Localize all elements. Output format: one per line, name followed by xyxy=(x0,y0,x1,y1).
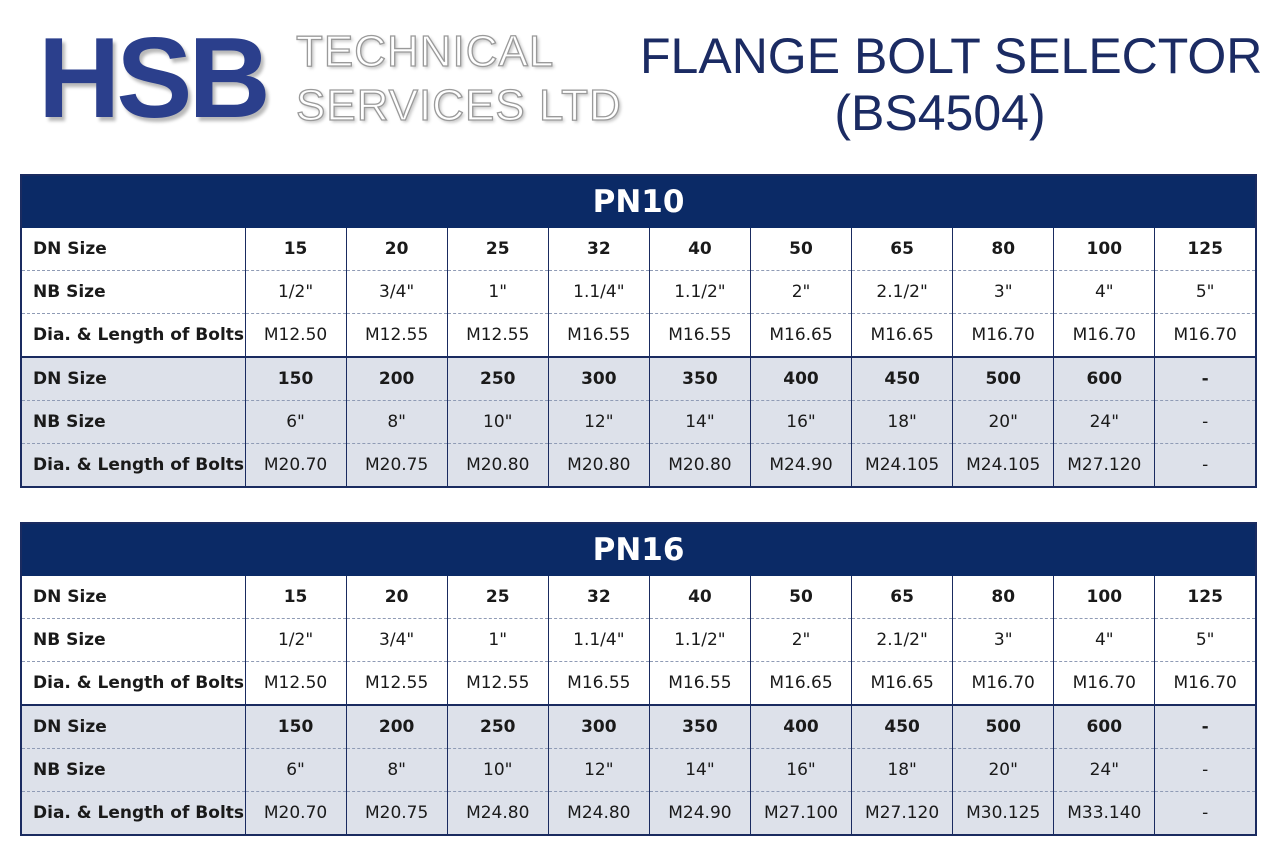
row-label: NB Size xyxy=(21,271,245,314)
dn-cell: 500 xyxy=(953,705,1054,749)
dn-cell: 450 xyxy=(852,705,953,749)
nb-cell: 18" xyxy=(852,401,953,444)
bolts-cell: M16.55 xyxy=(649,314,750,358)
dn-cell: 250 xyxy=(447,705,548,749)
row-label: DN Size xyxy=(21,228,245,271)
bolts-cell: M16.65 xyxy=(852,314,953,358)
bolts-cell: M12.50 xyxy=(245,662,346,706)
dn-cell: 350 xyxy=(649,357,750,401)
nb-cell: 8" xyxy=(346,749,447,792)
nb-cell: 3" xyxy=(953,619,1054,662)
pn16-row-bolts xyxy=(21,662,1256,706)
nb-cell: 5" xyxy=(1155,271,1256,314)
pn16-row-nb xyxy=(21,619,1256,662)
nb-cell: 3/4" xyxy=(346,271,447,314)
bolts-cell: M24.105 xyxy=(852,444,953,488)
nb-cell: 18" xyxy=(852,749,953,792)
row-label: DN Size xyxy=(21,357,245,401)
nb-cell: 20" xyxy=(953,401,1054,444)
bolts-cell: M24.80 xyxy=(447,792,548,836)
bolts-cell: M16.70 xyxy=(1155,314,1256,358)
nb-cell: 1.1/2" xyxy=(649,271,750,314)
page-title-line2: (BS4504) xyxy=(834,85,1046,141)
nb-cell: 24" xyxy=(1054,749,1155,792)
dn-cell: 100 xyxy=(1054,576,1155,619)
dn-cell: 125 xyxy=(1155,228,1256,271)
row-label: NB Size xyxy=(21,401,245,444)
nb-cell: 3/4" xyxy=(346,619,447,662)
nb-cell: 1.1/4" xyxy=(548,619,649,662)
dn-cell: 25 xyxy=(447,228,548,271)
pn16-title: PN16 xyxy=(21,523,1256,576)
pn10-row-dn xyxy=(21,228,1256,271)
pn10-row-nb xyxy=(21,271,1256,314)
dn-cell: 150 xyxy=(245,705,346,749)
nb-cell: 14" xyxy=(649,401,750,444)
nb-cell: 4" xyxy=(1054,619,1155,662)
bolts-cell: M16.70 xyxy=(1054,662,1155,706)
row-label: Dia. & Length of Bolts xyxy=(21,792,245,836)
dn-cell: 400 xyxy=(750,705,851,749)
nb-cell: 10" xyxy=(447,749,548,792)
row-label: NB Size xyxy=(21,619,245,662)
pn10-row-bolts xyxy=(21,444,1256,488)
dn-cell: 32 xyxy=(548,228,649,271)
bolts-cell: M12.55 xyxy=(447,662,548,706)
row-label: Dia. & Length of Bolts xyxy=(21,444,245,488)
nb-cell: 4" xyxy=(1054,271,1155,314)
pn16-row-dn xyxy=(21,576,1256,619)
dn-cell: 32 xyxy=(548,576,649,619)
pn10-row-dn xyxy=(21,357,1256,401)
bolts-cell: M20.80 xyxy=(447,444,548,488)
pn10-row-nb xyxy=(21,401,1256,444)
dn-cell: 25 xyxy=(447,576,548,619)
nb-cell: 5" xyxy=(1155,619,1256,662)
dn-cell: 600 xyxy=(1054,705,1155,749)
nb-cell: 16" xyxy=(750,749,851,792)
dn-cell: 300 xyxy=(548,357,649,401)
nb-cell: 8" xyxy=(346,401,447,444)
page-header xyxy=(0,0,1280,170)
bolts-cell: M12.55 xyxy=(346,662,447,706)
pn10-header-row xyxy=(21,175,1256,228)
nb-cell: - xyxy=(1155,749,1256,792)
nb-cell: 2.1/2" xyxy=(852,271,953,314)
bolts-cell: M20.70 xyxy=(245,792,346,836)
bolts-cell: M12.55 xyxy=(447,314,548,358)
bolts-cell: M16.65 xyxy=(750,662,851,706)
dn-cell: 65 xyxy=(852,228,953,271)
dn-cell: 40 xyxy=(649,228,750,271)
bolts-cell: M27.100 xyxy=(750,792,851,836)
nb-cell: 1" xyxy=(447,619,548,662)
nb-cell: 1/2" xyxy=(245,619,346,662)
dn-cell: - xyxy=(1155,705,1256,749)
bolts-cell: M16.65 xyxy=(750,314,851,358)
dn-cell: 150 xyxy=(245,357,346,401)
dn-cell: 20 xyxy=(346,228,447,271)
bolts-cell: M12.55 xyxy=(346,314,447,358)
dn-cell: 200 xyxy=(346,705,447,749)
bolts-cell: M20.75 xyxy=(346,792,447,836)
nb-cell: - xyxy=(1155,401,1256,444)
dn-cell: 450 xyxy=(852,357,953,401)
bolts-cell: M20.80 xyxy=(649,444,750,488)
bolts-cell: - xyxy=(1155,792,1256,836)
bolts-cell: M12.50 xyxy=(245,314,346,358)
bolts-cell: M27.120 xyxy=(852,792,953,836)
nb-cell: 6" xyxy=(245,401,346,444)
logo-line-technical: TECHNICAL xyxy=(296,27,555,76)
bolts-cell: M20.75 xyxy=(346,444,447,488)
bolts-cell: M24.80 xyxy=(548,792,649,836)
bolts-cell: M24.105 xyxy=(953,444,1054,488)
dn-cell: 500 xyxy=(953,357,1054,401)
nb-cell: 1.1/2" xyxy=(649,619,750,662)
bolts-cell: M30.125 xyxy=(953,792,1054,836)
nb-cell: 14" xyxy=(649,749,750,792)
dn-cell: - xyxy=(1155,357,1256,401)
bolts-cell: M20.80 xyxy=(548,444,649,488)
dn-cell: 350 xyxy=(649,705,750,749)
pn10-title: PN10 xyxy=(21,175,1256,228)
dn-cell: 600 xyxy=(1054,357,1155,401)
pn10-row-bolts xyxy=(21,314,1256,358)
pn16-row-dn xyxy=(21,705,1256,749)
bolts-cell: M16.55 xyxy=(548,662,649,706)
nb-cell: 12" xyxy=(548,401,649,444)
bolts-cell: M24.90 xyxy=(649,792,750,836)
dn-cell: 80 xyxy=(953,576,1054,619)
bolts-cell: M16.70 xyxy=(953,314,1054,358)
nb-cell: 2.1/2" xyxy=(852,619,953,662)
bolts-cell: M16.65 xyxy=(852,662,953,706)
nb-cell: 1/2" xyxy=(245,271,346,314)
dn-cell: 15 xyxy=(245,576,346,619)
nb-cell: 24" xyxy=(1054,401,1155,444)
nb-cell: 1" xyxy=(447,271,548,314)
bolts-cell: M16.55 xyxy=(548,314,649,358)
nb-cell: 2" xyxy=(750,619,851,662)
nb-cell: 12" xyxy=(548,749,649,792)
bolts-cell: M33.140 xyxy=(1054,792,1155,836)
dn-cell: 50 xyxy=(750,576,851,619)
nb-cell: 20" xyxy=(953,749,1054,792)
dn-cell: 250 xyxy=(447,357,548,401)
dn-cell: 400 xyxy=(750,357,851,401)
nb-cell: 3" xyxy=(953,271,1054,314)
nb-cell: 6" xyxy=(245,749,346,792)
dn-cell: 200 xyxy=(346,357,447,401)
dn-cell: 15 xyxy=(245,228,346,271)
dn-cell: 300 xyxy=(548,705,649,749)
dn-cell: 20 xyxy=(346,576,447,619)
logo-line-services: SERVICES LTD xyxy=(296,81,622,130)
dn-cell: 125 xyxy=(1155,576,1256,619)
company-logo xyxy=(38,15,628,142)
dn-cell: 100 xyxy=(1054,228,1155,271)
nb-cell: 16" xyxy=(750,401,851,444)
nb-cell: 10" xyxy=(447,401,548,444)
logo-letters: HSB xyxy=(38,15,267,142)
row-label: Dia. & Length of Bolts xyxy=(21,314,245,358)
dn-cell: 80 xyxy=(953,228,1054,271)
bolts-cell: - xyxy=(1155,444,1256,488)
pn16-table xyxy=(20,522,1257,836)
bolts-cell: M16.70 xyxy=(1054,314,1155,358)
pn10-table xyxy=(20,174,1257,488)
bolts-cell: M27.120 xyxy=(1054,444,1155,488)
bolts-cell: M24.90 xyxy=(750,444,851,488)
row-label: DN Size xyxy=(21,705,245,749)
pn16-header-row xyxy=(21,523,1256,576)
nb-cell: 1.1/4" xyxy=(548,271,649,314)
bolts-cell: M16.70 xyxy=(1155,662,1256,706)
pn16-row-nb xyxy=(21,749,1256,792)
dn-cell: 50 xyxy=(750,228,851,271)
dn-cell: 40 xyxy=(649,576,750,619)
bolts-cell: M20.70 xyxy=(245,444,346,488)
pn16-row-bolts xyxy=(21,792,1256,836)
nb-cell: 2" xyxy=(750,271,851,314)
bolts-cell: M16.70 xyxy=(953,662,1054,706)
page-title-line1: FLANGE BOLT SELECTOR xyxy=(640,28,1263,84)
bolts-cell: M16.55 xyxy=(649,662,750,706)
row-label: DN Size xyxy=(21,576,245,619)
row-label: Dia. & Length of Bolts xyxy=(21,662,245,706)
row-label: NB Size xyxy=(21,749,245,792)
dn-cell: 65 xyxy=(852,576,953,619)
page-title xyxy=(640,28,1263,142)
